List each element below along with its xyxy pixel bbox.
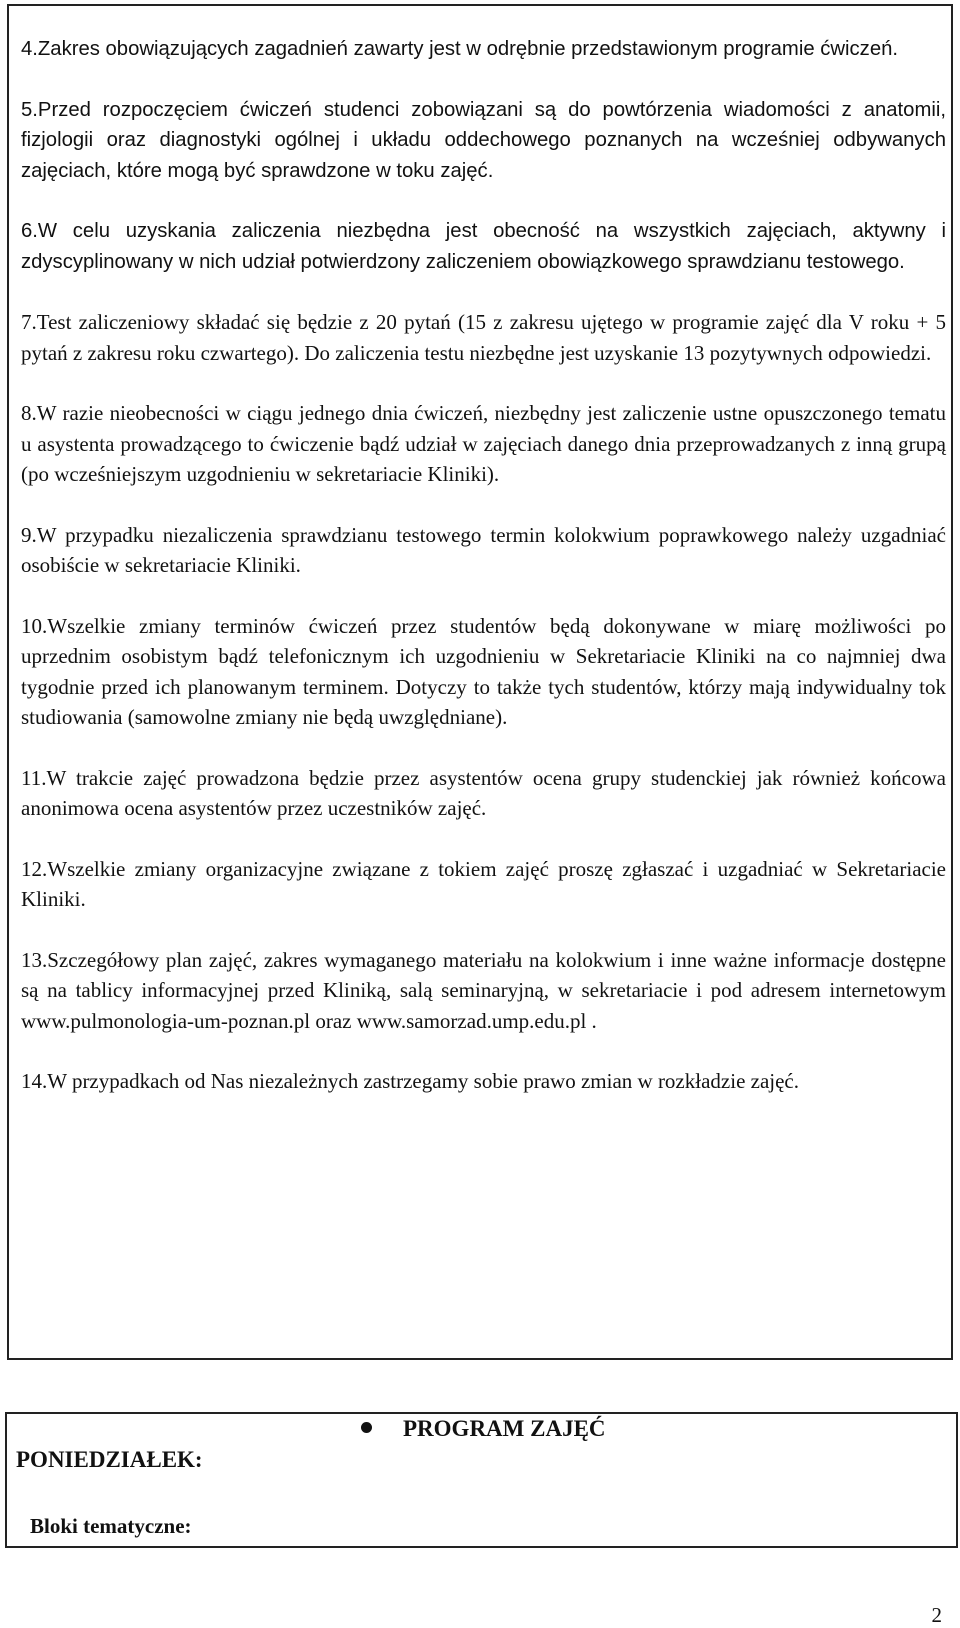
rule-item: 6.W celu uzyskania zaliczenia niezbędna jest obecność na wszystkich zajęciach, aktywny i zdyscyplinowany w nich udział potwierdzony zaliczeniem obowiązkowego sprawdzianu testowego. (21, 220, 946, 273)
rule-item: 14.W przypadkach od Nas niezależnych zastrzegamy sobie prawo zmian w rozkładzie zajęć. (21, 1069, 800, 1093)
rule-item: 4.Zakres obowiązujących zagadnień zawarty jest w odrębnie przedstawionym programie ćwiczeń. (21, 38, 899, 60)
rule-item: 9.W przypadku niezaliczenia sprawdzianu testowego termin kolokwium poprawkowego należy uzgadniać osobiście w sekretariacie Kliniki. (21, 522, 946, 577)
rule-item: 13.Szczegółowy plan zajęć, zakres wymaganego materiału na kolokwium i inne ważne informacje dostępne są na tablicy informacyjnej przed Kliniką, salą seminaryjną, w sekretariacie i pod adresem internetowym www.pulmonologia-um-poznan.pl oraz www.samorzad.ump.edu.pl . (21, 947, 946, 1033)
rule-item: 7.Test zaliczeniowy składać się będzie z 20 pytań (15 z zakresu ujętego w programie zajęć dla V roku + 5 pytań z zakresu roku czwartego). Do zaliczenia testu niezbędne jest uzyskanie 13 pozytywnych odpowiedzi. (21, 310, 946, 365)
rule-item: 8.W razie nieobecności w ciągu jednego dnia ćwiczeń, niezbędny jest zaliczenie ustne opuszczonego tematu u asystenta prowadzącego to ćwiczenie bądź udział w zajęciach danego dnia przeprowadzanych z inną grupą (po wcześniejszym uzgodnieniu w sekretariacie Kliniki). (21, 401, 946, 486)
rule-item: 11.W trakcie zajęć prowadzona będzie przez asystentów ocena grupy studenckiej jak również końcowa anonimowa ocena asystentów przez uczestników zajęć. (21, 765, 946, 820)
day-heading: PONIEDZIAŁEK: (16, 1447, 203, 1472)
rule-item: 12.Wszelkie zmiany organizacyjne związane z tokiem zajęć proszę zgłaszać i uzgadniać w Sekretariacie Kliniki. (21, 856, 946, 911)
rule-item: 10.Wszelkie zmiany terminów ćwiczeń przez studentów będą dokonywane w miarę możliwości po uprzednim osobistym bądź telefonicznym ich uzgodnieniu w Sekretariacie Kliniki na co najmniej dwa tygodnie przed ich planowanym terminem. Dotyczy to także tych studentów, którzy mają indywidualny tok studiowania (samowolne zmiany nie będą uwzględniane). (21, 613, 946, 729)
blocks-label: Bloki tematyczne: (30, 1514, 192, 1538)
rules-list (21, 34, 946, 1127)
page-number: 2 (931, 1603, 942, 1627)
bullet-icon (361, 1422, 372, 1433)
rule-item: 5.Przed rozpoczęciem ćwiczeń studenci zobowiązani są do powtórzenia wiadomości z anatomii, fizjologii oraz diagnostyki ogólnej i układu oddechowego poznanych na wcześniej odbywanych zajęciach, które mogą być sprawdzone w toku zajęć. (21, 98, 946, 182)
program-title: PROGRAM ZAJĘĆ (403, 1416, 606, 1441)
